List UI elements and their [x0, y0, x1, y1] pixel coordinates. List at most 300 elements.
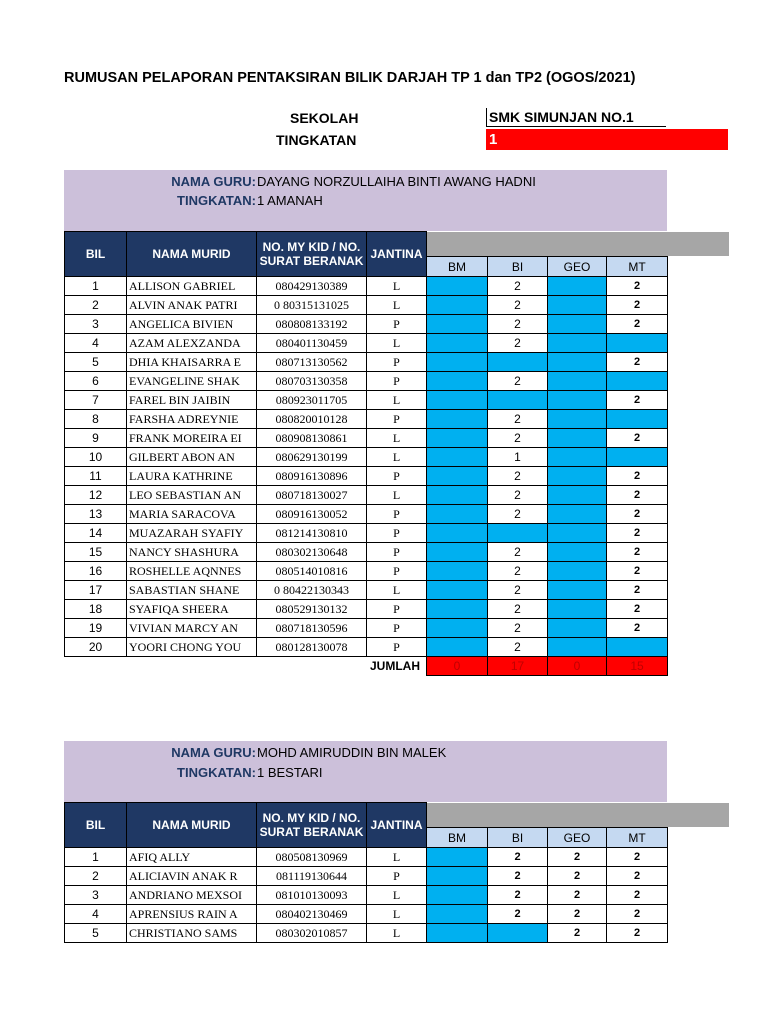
student-id: 080401130459: [257, 334, 367, 353]
grade-mt: 2: [607, 296, 668, 315]
student-name: FAREL BIN JAIBIN: [127, 391, 257, 410]
student-id: 080629130199: [257, 448, 367, 467]
student-name: FARSHA ADREYNIE: [127, 410, 257, 429]
student-id: 080808133192: [257, 315, 367, 334]
spacer-cell: [668, 353, 729, 372]
student-id: 080703130358: [257, 372, 367, 391]
grade-bi: 2: [488, 905, 548, 924]
teacher-banner-1: [64, 170, 667, 231]
student-id: 080514010816: [257, 562, 367, 581]
student-table-2: [64, 802, 729, 943]
spacer-cell: [668, 562, 729, 581]
student-gender: P: [367, 619, 427, 638]
table-row: [65, 848, 729, 867]
grade-bi: 2: [488, 619, 548, 638]
grade-mt: 2: [607, 277, 668, 296]
grade-bm: [427, 886, 488, 905]
student-gender: L: [367, 391, 427, 410]
grade-geo: [548, 429, 607, 448]
grade-bi: 2: [488, 867, 548, 886]
school-label: SEKOLAH: [290, 110, 359, 126]
grade-geo: [548, 334, 607, 353]
table-row: [65, 315, 729, 334]
level-label: TINGKATAN: [276, 132, 357, 148]
total-bm: 0: [427, 657, 488, 676]
student-table-1: [64, 231, 729, 676]
student-id: 081010130093: [257, 886, 367, 905]
student-id: 080916130896: [257, 467, 367, 486]
student-gender: P: [367, 410, 427, 429]
grade-bm: [427, 581, 488, 600]
grade-mt: 2: [607, 524, 668, 543]
table-row: [65, 429, 729, 448]
grade-bm: [427, 410, 488, 429]
grade-bi: 2: [488, 429, 548, 448]
grade-bm: [427, 467, 488, 486]
student-id: 080529130132: [257, 600, 367, 619]
student-gender: P: [367, 353, 427, 372]
header-id-line2: SURAT BERANAK: [259, 254, 364, 268]
student-name: FRANK MOREIRA EI: [127, 429, 257, 448]
student-gender: P: [367, 867, 427, 886]
class-name: 1 BESTARI: [257, 765, 323, 780]
total-mt: 15: [607, 657, 668, 676]
grade-bm: [427, 562, 488, 581]
table-row: [65, 524, 729, 543]
grade-bm: [427, 524, 488, 543]
spacer-cell: [668, 886, 729, 905]
header-bil: BIL: [65, 803, 127, 848]
grade-mt: 2: [607, 619, 668, 638]
student-id: 080128130078: [257, 638, 367, 657]
table-row: [65, 448, 729, 467]
table-row: [65, 372, 729, 391]
teacher-banner-2: [64, 741, 667, 802]
grade-mt: 2: [607, 315, 668, 334]
spacer-cell: [668, 372, 729, 391]
grade-bm: [427, 353, 488, 372]
header-id-line2: SURAT BERANAK: [259, 825, 364, 839]
student-gender: L: [367, 905, 427, 924]
grade-geo: [548, 372, 607, 391]
grade-bi: 2: [488, 467, 548, 486]
student-name: NANCY SHASHURA: [127, 543, 257, 562]
spacer-cell: [127, 657, 257, 676]
student-name: LAURA KATHRINE: [127, 467, 257, 486]
grade-bm: [427, 600, 488, 619]
student-id: 080302010857: [257, 924, 367, 943]
total-bi: 17: [488, 657, 548, 676]
grade-bi: 2: [488, 410, 548, 429]
student-id: 0 80422130343: [257, 581, 367, 600]
student-name: ALVIN ANAK PATRI: [127, 296, 257, 315]
spacer-cell: [668, 410, 729, 429]
table-row: [65, 924, 729, 943]
student-gender: P: [367, 315, 427, 334]
row-number: 20: [65, 638, 127, 657]
row-number: 1: [65, 848, 127, 867]
grade-mt: [607, 638, 668, 657]
row-number: 7: [65, 391, 127, 410]
school-value: SMK SIMUNJAN NO.1: [486, 108, 666, 127]
student-id: 080718130027: [257, 486, 367, 505]
subject-group-bar: [427, 232, 729, 257]
grade-bm: [427, 486, 488, 505]
class-key: TINGKATAN:: [177, 193, 256, 208]
grade-mt: 2: [607, 562, 668, 581]
student-gender: P: [367, 505, 427, 524]
student-id: 080718130596: [257, 619, 367, 638]
grade-bi: [488, 391, 548, 410]
grade-geo: [548, 391, 607, 410]
row-number: 14: [65, 524, 127, 543]
spacer-cell: [668, 334, 729, 353]
header-bm: BM: [427, 257, 488, 277]
spacer-cell: [668, 257, 729, 277]
header-mt: MT: [607, 828, 668, 848]
grade-bi: 2: [488, 486, 548, 505]
grade-bm: [427, 391, 488, 410]
header-mt: MT: [607, 257, 668, 277]
student-name: GILBERT ABON AN: [127, 448, 257, 467]
table-row: [65, 467, 729, 486]
grade-geo: [548, 619, 607, 638]
spacer-cell: [668, 467, 729, 486]
spacer-cell: [668, 905, 729, 924]
table-row: [65, 543, 729, 562]
grade-bi: 2: [488, 277, 548, 296]
spacer-cell: [668, 657, 729, 676]
row-number: 3: [65, 315, 127, 334]
student-id: 080402130469: [257, 905, 367, 924]
row-number: 11: [65, 467, 127, 486]
spacer-cell: [668, 867, 729, 886]
class-key: TINGKATAN:: [177, 765, 256, 780]
grade-geo: [548, 410, 607, 429]
student-id: 080820010128: [257, 410, 367, 429]
teacher-name: DAYANG NORZULLAIHA BINTI AWANG HADNI: [257, 174, 536, 189]
grade-geo: [548, 600, 607, 619]
grade-mt: 2: [607, 905, 668, 924]
grade-mt: 2: [607, 600, 668, 619]
header-bi: BI: [488, 257, 548, 277]
grade-geo: [548, 277, 607, 296]
header-id: [257, 803, 367, 848]
grade-bi: 2: [488, 296, 548, 315]
table-row: [65, 410, 729, 429]
grade-geo: [548, 467, 607, 486]
grade-geo: 2: [548, 924, 607, 943]
grade-mt: 2: [607, 486, 668, 505]
student-gender: L: [367, 296, 427, 315]
grade-bm: [427, 619, 488, 638]
table-row: [65, 905, 729, 924]
grade-geo: [548, 353, 607, 372]
row-number: 18: [65, 600, 127, 619]
student-name: ANDRIANO MEXSOI: [127, 886, 257, 905]
student-gender: P: [367, 562, 427, 581]
grade-mt: 2: [607, 543, 668, 562]
table-row: [65, 886, 729, 905]
grade-bm: [427, 277, 488, 296]
grade-geo: 2: [548, 848, 607, 867]
table-row: [65, 277, 729, 296]
spacer-cell: [668, 638, 729, 657]
teacher-key: NAMA GURU:: [171, 745, 256, 760]
row-number: 2: [65, 867, 127, 886]
table-row: [65, 581, 729, 600]
row-number: 8: [65, 410, 127, 429]
row-number: 10: [65, 448, 127, 467]
row-number: 13: [65, 505, 127, 524]
spacer-cell: [65, 657, 127, 676]
grade-bi: 2: [488, 562, 548, 581]
grade-bi: 2: [488, 315, 548, 334]
grade-mt: [607, 334, 668, 353]
table-row: [65, 353, 729, 372]
spacer-cell: [668, 505, 729, 524]
grade-mt: [607, 372, 668, 391]
grade-bi: 2: [488, 372, 548, 391]
header-name: NAMA MURID: [127, 803, 257, 848]
grade-mt: 2: [607, 467, 668, 486]
student-name: MARIA SARACOVA: [127, 505, 257, 524]
student-gender: L: [367, 334, 427, 353]
table-row: [65, 867, 729, 886]
grade-mt: 2: [607, 867, 668, 886]
grade-mt: 2: [607, 391, 668, 410]
table-row: [65, 391, 729, 410]
grade-bm: [427, 315, 488, 334]
teacher-name: MOHD AMIRUDDIN BIN MALEK: [257, 745, 447, 760]
student-id: 080429130389: [257, 277, 367, 296]
student-id: 080302130648: [257, 543, 367, 562]
grade-geo: [548, 448, 607, 467]
grade-mt: 2: [607, 353, 668, 372]
spacer-cell: [668, 429, 729, 448]
header-bi: BI: [488, 828, 548, 848]
row-number: 12: [65, 486, 127, 505]
student-id: 081214130810: [257, 524, 367, 543]
table-row: [65, 334, 729, 353]
row-number: 16: [65, 562, 127, 581]
header-geo: GEO: [548, 257, 607, 277]
student-id: 0 80315131025: [257, 296, 367, 315]
table-row: [65, 600, 729, 619]
header-id-line1: NO. MY KID / NO.: [262, 240, 361, 254]
spacer-cell: [668, 524, 729, 543]
grade-bi: 2: [488, 543, 548, 562]
student-gender: L: [367, 581, 427, 600]
student-id: 081119130644: [257, 867, 367, 886]
spacer-cell: [668, 848, 729, 867]
student-name: APRENSIUS RAIN A: [127, 905, 257, 924]
student-name: ROSHELLE AQNNES: [127, 562, 257, 581]
grade-bm: [427, 848, 488, 867]
spacer-cell: [668, 315, 729, 334]
row-number: 9: [65, 429, 127, 448]
grade-bi: [488, 924, 548, 943]
table-row: [65, 638, 729, 657]
student-gender: L: [367, 277, 427, 296]
grade-bm: [427, 543, 488, 562]
row-number: 4: [65, 905, 127, 924]
student-name: VIVIAN MARCY AN: [127, 619, 257, 638]
grade-mt: 2: [607, 886, 668, 905]
grade-mt: [607, 410, 668, 429]
row-number: 5: [65, 924, 127, 943]
spacer-cell: [668, 277, 729, 296]
grade-geo: [548, 524, 607, 543]
header-sex: JANTINA: [367, 232, 427, 277]
student-gender: L: [367, 448, 427, 467]
teacher-key: NAMA GURU:: [171, 174, 256, 189]
grade-bi: 2: [488, 505, 548, 524]
header-id-line1: NO. MY KID / NO.: [262, 811, 361, 825]
spacer-cell: [668, 619, 729, 638]
report-title: RUMUSAN PELAPORAN PENTAKSIRAN BILIK DARJAH TP 1 dan TP2 (OGOS/2021): [64, 70, 636, 86]
grade-mt: 2: [607, 429, 668, 448]
grade-bm: [427, 867, 488, 886]
student-id: 080508130969: [257, 848, 367, 867]
spacer-cell: [668, 543, 729, 562]
grade-geo: [548, 505, 607, 524]
header-bm: BM: [427, 828, 488, 848]
student-name: ALICIAVIN ANAK R: [127, 867, 257, 886]
level-value: 1: [486, 129, 728, 150]
grade-geo: 2: [548, 867, 607, 886]
grade-geo: 2: [548, 905, 607, 924]
student-gender: L: [367, 429, 427, 448]
spacer-cell: [668, 486, 729, 505]
spacer-cell: [668, 828, 729, 848]
student-name: AZAM ALEXZANDA: [127, 334, 257, 353]
grade-bi: 2: [488, 334, 548, 353]
student-gender: L: [367, 924, 427, 943]
spacer-cell: [668, 448, 729, 467]
student-gender: L: [367, 486, 427, 505]
grade-bi: 2: [488, 638, 548, 657]
grade-geo: [548, 638, 607, 657]
row-number: 4: [65, 334, 127, 353]
student-name: ALLISON GABRIEL: [127, 277, 257, 296]
student-id: 080713130562: [257, 353, 367, 372]
student-name: EVANGELINE SHAK: [127, 372, 257, 391]
grade-bi: 1: [488, 448, 548, 467]
grade-bm: [427, 638, 488, 657]
grade-bi: 2: [488, 886, 548, 905]
grade-bm: [427, 905, 488, 924]
grade-geo: [548, 315, 607, 334]
student-id: 080916130052: [257, 505, 367, 524]
row-number: 3: [65, 886, 127, 905]
grade-geo: [548, 486, 607, 505]
student-gender: L: [367, 848, 427, 867]
table-row: [65, 296, 729, 315]
row-number: 5: [65, 353, 127, 372]
student-id: 080923011705: [257, 391, 367, 410]
student-name: ANGELICA BIVIEN: [127, 315, 257, 334]
grade-mt: 2: [607, 924, 668, 943]
student-gender: P: [367, 372, 427, 391]
student-gender: L: [367, 886, 427, 905]
grade-geo: [548, 543, 607, 562]
spacer-cell: [668, 391, 729, 410]
grade-bm: [427, 372, 488, 391]
spacer-cell: [668, 581, 729, 600]
student-gender: P: [367, 600, 427, 619]
student-name: CHRISTIANO SAMS: [127, 924, 257, 943]
spacer-cell: [668, 924, 729, 943]
student-name: DHIA KHAISARRA E: [127, 353, 257, 372]
row-number: 2: [65, 296, 127, 315]
header-bil: BIL: [65, 232, 127, 277]
grade-mt: [607, 448, 668, 467]
student-gender: P: [367, 524, 427, 543]
row-number: 17: [65, 581, 127, 600]
grade-bm: [427, 296, 488, 315]
grade-bi: 2: [488, 581, 548, 600]
grade-bi: 2: [488, 600, 548, 619]
header-id: [257, 232, 367, 277]
total-label: JUMLAH: [370, 659, 420, 674]
total-geo: 0: [548, 657, 607, 676]
grade-bi: [488, 524, 548, 543]
class-name: 1 AMANAH: [257, 193, 323, 208]
row-number: 1: [65, 277, 127, 296]
student-name: YOORI CHONG YOU: [127, 638, 257, 657]
header-name: NAMA MURID: [127, 232, 257, 277]
grade-mt: 2: [607, 581, 668, 600]
student-name: SYAFIQA SHEERA: [127, 600, 257, 619]
grade-geo: [548, 296, 607, 315]
student-name: MUAZARAH SYAFIY: [127, 524, 257, 543]
student-gender: P: [367, 543, 427, 562]
spacer-cell: [668, 296, 729, 315]
grade-geo: 2: [548, 886, 607, 905]
spacer-cell: [257, 657, 367, 676]
table-row: [65, 562, 729, 581]
student-name: AFIQ ALLY: [127, 848, 257, 867]
student-gender: P: [367, 467, 427, 486]
grade-bi: [488, 353, 548, 372]
row-number: 6: [65, 372, 127, 391]
student-name: LEO SEBASTIAN AN: [127, 486, 257, 505]
header-geo: GEO: [548, 828, 607, 848]
grade-bi: 2: [488, 848, 548, 867]
grade-mt: 2: [607, 505, 668, 524]
table-row: [65, 505, 729, 524]
header-sex: JANTINA: [367, 803, 427, 848]
grade-bm: [427, 505, 488, 524]
grade-bm: [427, 448, 488, 467]
spacer-cell: [668, 600, 729, 619]
row-number: 15: [65, 543, 127, 562]
grade-bm: [427, 429, 488, 448]
grade-mt: 2: [607, 848, 668, 867]
table-row: [65, 486, 729, 505]
student-gender: P: [367, 638, 427, 657]
student-name: SABASTIAN SHANE: [127, 581, 257, 600]
grade-geo: [548, 562, 607, 581]
student-id: 080908130861: [257, 429, 367, 448]
table-row: [65, 619, 729, 638]
grade-bm: [427, 334, 488, 353]
grade-geo: [548, 581, 607, 600]
row-number: 19: [65, 619, 127, 638]
subject-group-bar: [427, 803, 729, 828]
grade-bm: [427, 924, 488, 943]
